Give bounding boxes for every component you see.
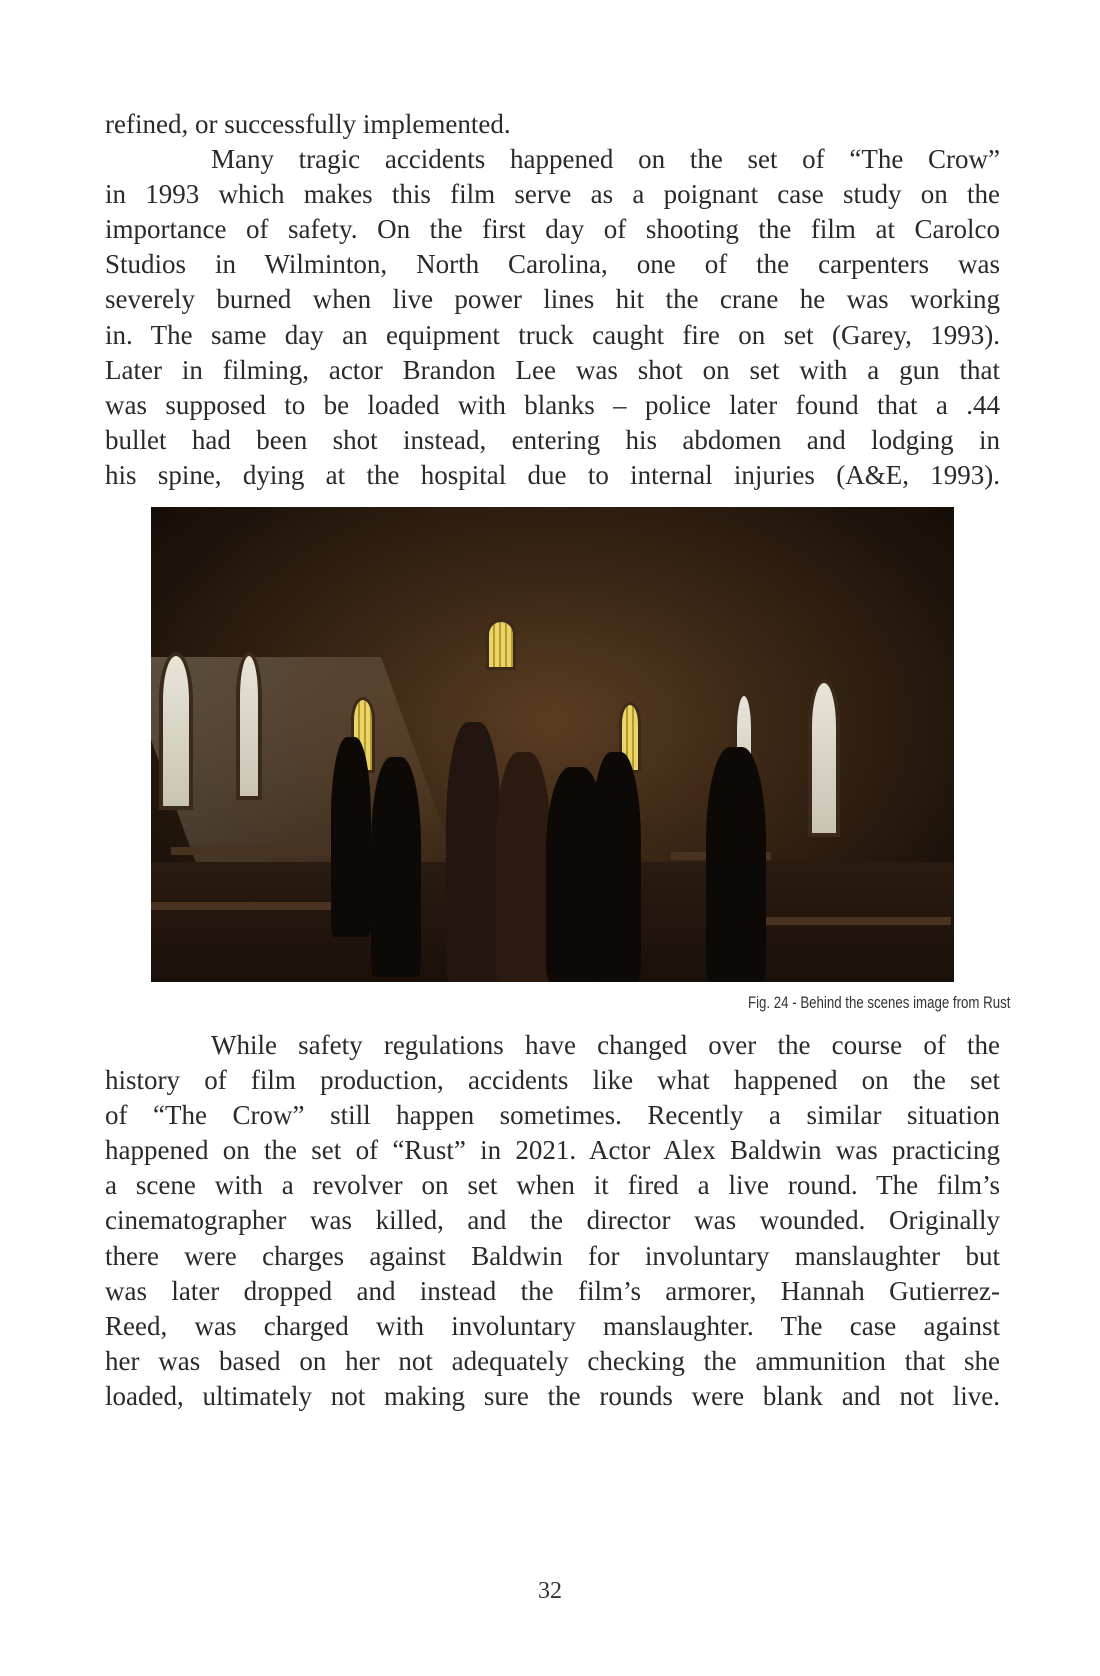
figure-photo-church-set (151, 507, 954, 982)
crew-person (331, 737, 371, 937)
crew-person (591, 752, 641, 982)
text-line: Many tragic accidents happened on the set of “The Crow” (211, 144, 1000, 175)
text-line: in. The same day an equipment truck caught fire on set (Garey, 1993). (105, 319, 1000, 350)
paragraph-rust (105, 1028, 1000, 1414)
stained-window (486, 619, 516, 670)
crew-person (706, 747, 766, 982)
text-line: severely burned when live power lines hit the crane he was working (105, 284, 1000, 315)
text-line: happened on the set of “Rust” in 2021. Actor Alex Baldwin was practicing (105, 1135, 1000, 1166)
text-line: in 1993 which makes this film serve as a poignant case study on the (105, 179, 1000, 210)
text-line: While safety regulations have changed over the course of the (211, 1030, 1000, 1060)
window (159, 652, 193, 810)
text-line: was supposed to be loaded with blanks – police later found that a .44 (105, 389, 1000, 420)
text-line: Later in filming, actor Brandon Lee was shot on set with a gun that (105, 354, 1000, 385)
text-line: cinematographer was killed, and the director was wounded. Originally (105, 1205, 1000, 1236)
crew-person (371, 757, 421, 977)
text-line: importance of safety. On the first day of shooting the film at Carolco (105, 214, 1000, 245)
paragraph-the-crow (105, 107, 1000, 493)
actor-person (446, 722, 501, 982)
text-line: his spine, dying at the hospital due to internal injuries (A&E, 1993). (105, 459, 1000, 490)
text-line: refined, or successfully implemented. (105, 109, 511, 139)
actor-person (496, 752, 551, 982)
text-line: bullet had been shot instead, entering his abdomen and lodging in (105, 424, 1000, 455)
text-line: of “The Crow” still happen sometimes. Recently a similar situation (105, 1100, 1000, 1131)
text-line: her was based on her not adequately checking the ammunition that she (105, 1345, 1000, 1376)
window (236, 652, 262, 800)
text-line: history of film production, accidents like what happened on the set (105, 1065, 1000, 1096)
text-line: a scene with a revolver on set when it fired a live round. The film’s (105, 1170, 1000, 1201)
text-line: Reed, was charged with involuntary manslaughter. The case against (105, 1310, 1000, 1341)
figure-caption: Fig. 24 - Behind the scenes image from Rust (747, 993, 1010, 1012)
window (808, 679, 840, 837)
text-line: was later dropped and instead the film’s armorer, Hannah Gutierrez- (105, 1275, 1000, 1306)
text-line: there were charges against Baldwin for involuntary manslaughter but (105, 1240, 1000, 1271)
text-line: loaded, ultimately not making sure the rounds were blank and not live. (105, 1380, 1000, 1411)
page-number: 32 (538, 1578, 562, 1604)
text-line: Studios in Wilminton, North Carolina, one of the carpenters was (105, 249, 1000, 280)
